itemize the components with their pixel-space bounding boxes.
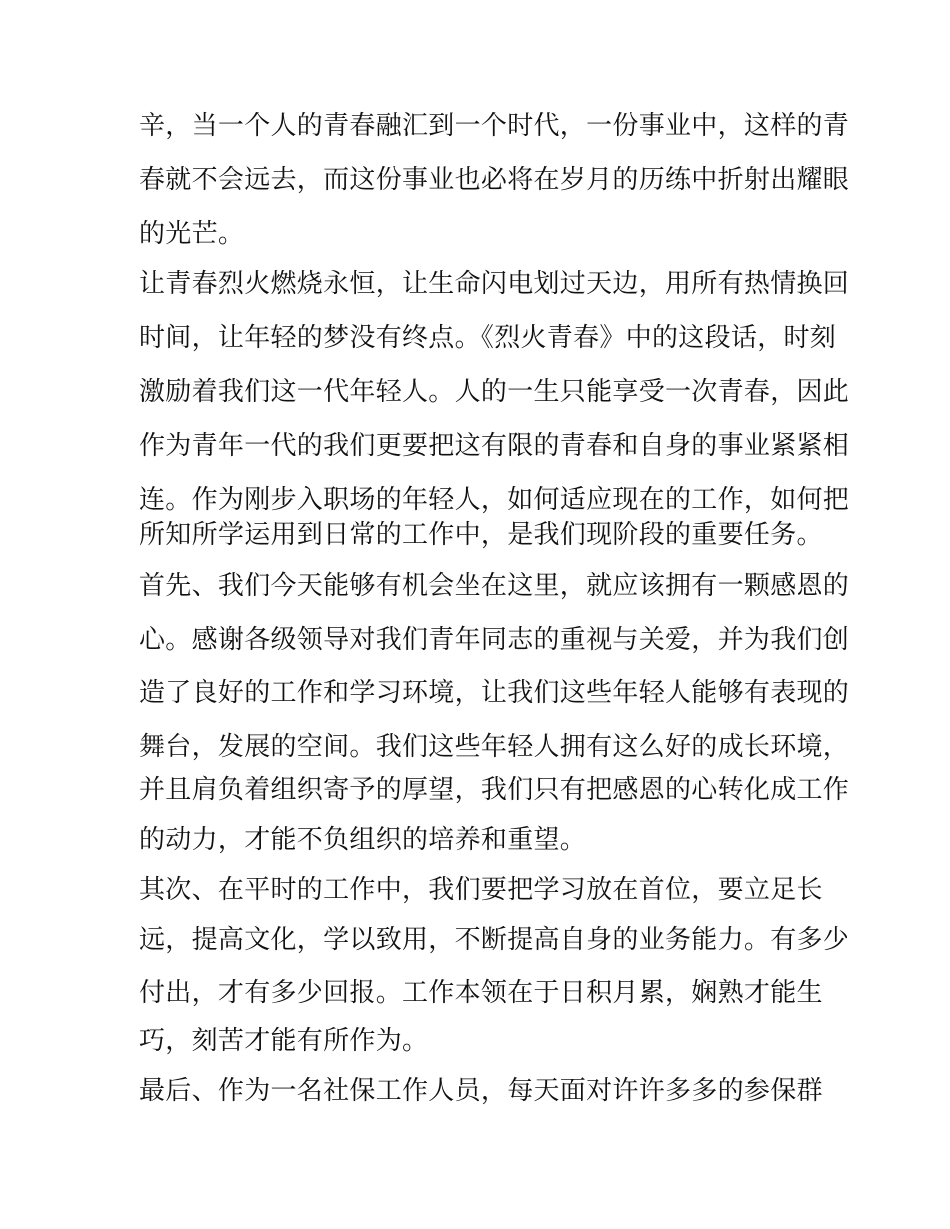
text-line: 心。感谢各级领导对我们青年同志的重视与关爱，并为我们创: [139, 625, 850, 655]
text-line: 付出，才有多少回报。工作本领在于日积月累，娴熟才能生: [139, 978, 823, 1008]
text-line: 远，提高文化，学以致用，不断提高自身的业务能力。有多少: [139, 925, 850, 955]
text-line: 连。作为刚步入职场的年轻人，如何适应现在的工作，如何把: [139, 485, 850, 515]
text-line: 辛，当一个人的青春融汇到一个时代，一份事业中，这样的青: [139, 111, 850, 141]
text-line: 最后、作为一名社保工作人员，每天面对许许多多的参保群: [139, 1076, 823, 1106]
text-line: 作为青年一代的我们更要把这有限的青春和自身的事业紧紧相: [139, 431, 850, 461]
text-line: 的动力，才能不负组织的培养和重望。: [139, 825, 587, 855]
text-line: 其次、在平时的工作中，我们要把学习放在首位，要立足长: [139, 875, 823, 905]
text-line: 的光芒。: [139, 219, 245, 249]
text-line: 舞台，发展的空间。我们这些年轻人拥有这么好的成长环境，: [139, 732, 850, 762]
text-line: 春就不会远去，而这份事业也必将在岁月的历练中折射出耀眼: [139, 165, 850, 195]
text-line: 并且肩负着组织寄予的厚望，我们只有把感恩的心转化成工作: [139, 775, 850, 805]
text-line: 时间，让年轻的梦没有终点。《烈火青春》中的这段话，时刻: [139, 323, 837, 353]
text-line: 造了良好的工作和学习环境，让我们这些年轻人能够有表现的: [139, 678, 850, 708]
text-line: 所知所学运用到日常的工作中，是我们现阶段的重要任务。: [139, 520, 823, 550]
text-line: 首先、我们今天能够有机会坐在这里，就应该拥有一颗感恩的: [139, 571, 850, 601]
text-line: 让青春烈火燃烧永恒，让生命闪电划过天边，用所有热情换回: [139, 269, 850, 299]
text-line: 激励着我们这一代年轻人。人的一生只能享受一次青春，因此: [139, 377, 850, 407]
text-line: 巧，刻苦才能有所作为。: [139, 1026, 429, 1056]
